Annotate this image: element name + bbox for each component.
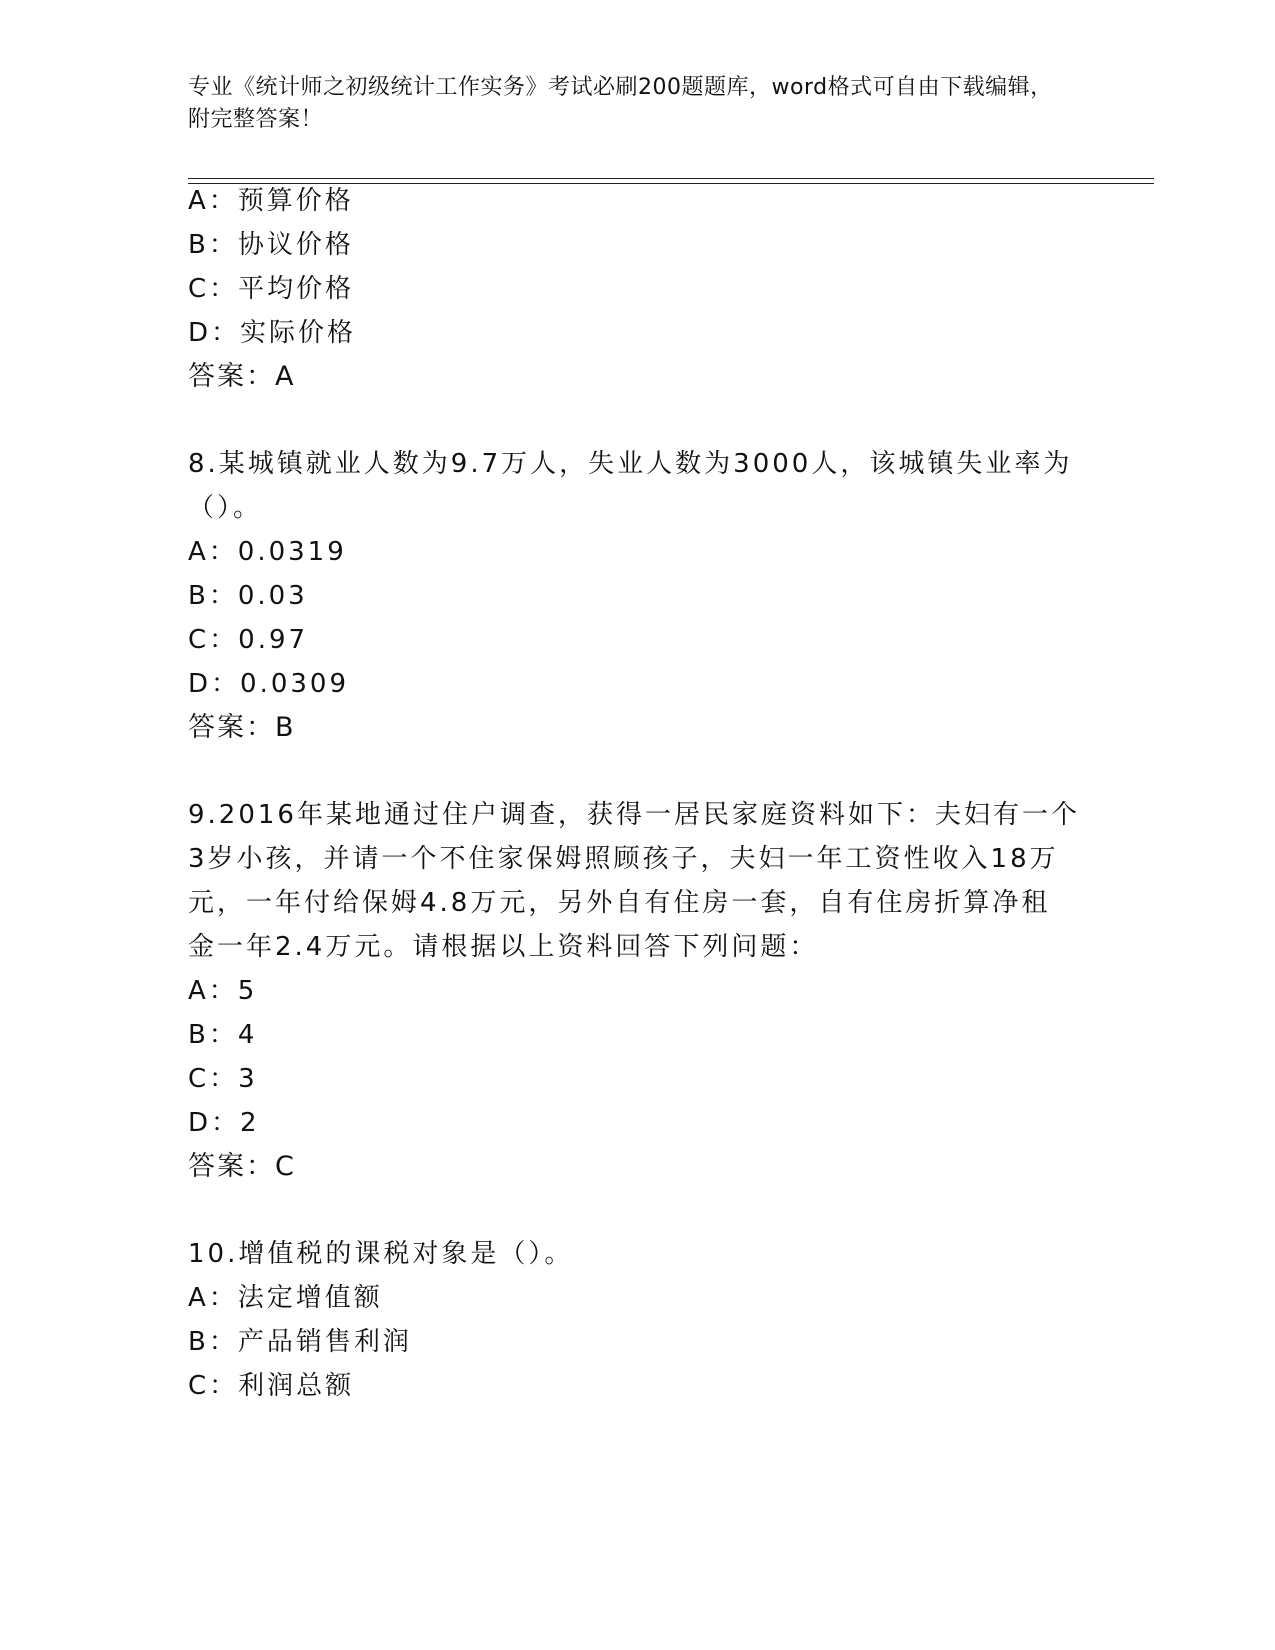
q9-option-d: D：2 — [188, 1108, 260, 1138]
q9-stem-line1: 9.2016年某地通过住户调查，获得一居民家庭资料如下：夫妇有一个 — [188, 800, 1080, 830]
q9-option-c: C：3 — [188, 1064, 258, 1094]
q9-answer: 答案：C — [188, 1151, 296, 1182]
q10-option-b: B：产品销售利润 — [188, 1327, 412, 1357]
q7-answer: 答案：A — [188, 361, 296, 392]
q8-option-a: A：0.0319 — [188, 537, 347, 567]
q9-option-a: A：5 — [188, 976, 258, 1006]
q9-stem-line4: 金一年2.4万元。请根据以上资料回答下列问题： — [188, 932, 819, 962]
q7-option-a: A：预算价格 — [188, 186, 354, 216]
q9-stem-line3: 元，一年付给保姆4.8万元，另外自有住房一套，自有住房折算净租 — [188, 888, 1051, 918]
q9-stem-line2: 3岁小孩，并请一个不住家保姆照顾孩子，夫妇一年工资性收入18万 — [188, 844, 1059, 874]
q10-option-c: C：利润总额 — [188, 1371, 355, 1401]
q8-option-d: D：0.0309 — [188, 669, 349, 699]
q7-option-d: D：实际价格 — [188, 318, 357, 348]
q7-option-c: C：平均价格 — [188, 274, 355, 304]
q8-option-b: B：0.03 — [188, 581, 308, 611]
q8-stem-line1: 8.某城镇就业人数为9.7万人，失业人数为3000人，该城镇失业率为 — [188, 449, 1073, 479]
q9-option-b: B：4 — [188, 1020, 258, 1050]
q10-stem: 10.增值税的课税对象是（）。 — [188, 1239, 574, 1269]
q8-option-c: C：0.97 — [188, 625, 309, 655]
q7-option-b: B：协议价格 — [188, 230, 354, 260]
q10-option-a: A：法定增值额 — [188, 1283, 383, 1313]
q8-stem-line2: （）。 — [188, 493, 263, 523]
q8-answer: 答案：B — [188, 712, 296, 743]
document-header: 专业《统计师之初级统计工作实务》考试必刷200题题库，word格式可自由下载编辑，附完整答案！ — [188, 75, 1053, 132]
